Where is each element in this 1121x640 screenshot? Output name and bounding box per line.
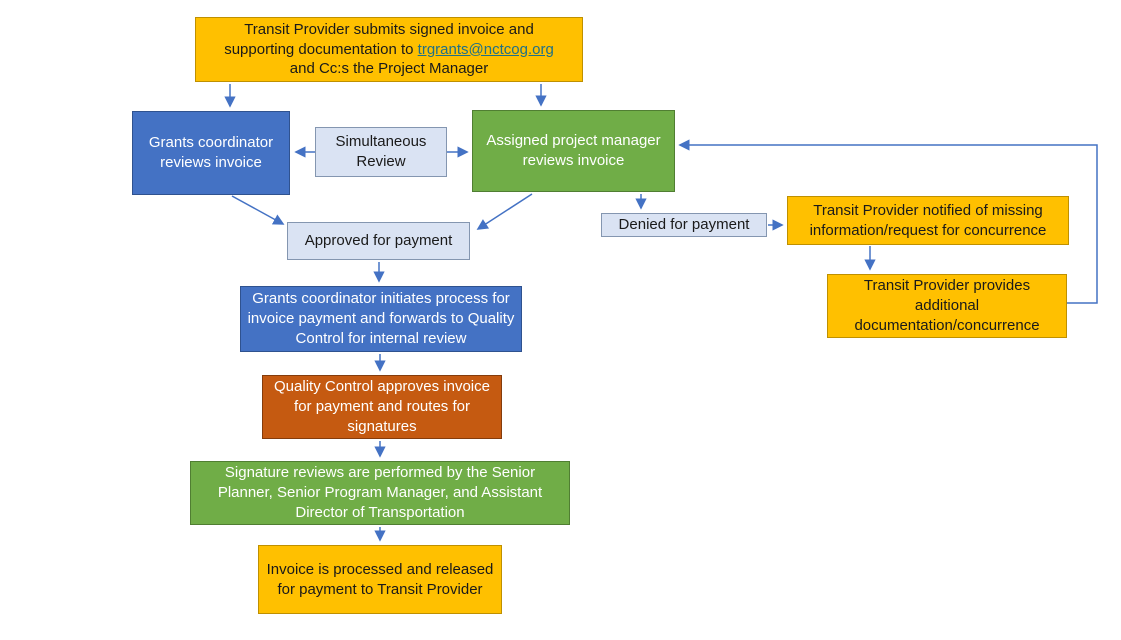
denied-label: Denied for payment bbox=[618, 216, 750, 234]
email-link[interactable]: trgrants@nctcog.org bbox=[417, 40, 554, 58]
grants-review-label: Grants coordinator reviews invoice bbox=[148, 134, 274, 171]
arrow-grants-review-to-approved bbox=[232, 196, 283, 224]
node-provider-notified bbox=[787, 196, 1069, 245]
node-grants-coordinator-reviews bbox=[132, 111, 290, 195]
node-approved-for-payment bbox=[287, 222, 470, 260]
signatures-label: Signature reviews are performed by the Senior Planner, Senior Program Manager, and Assistant Director of Transportation bbox=[217, 464, 543, 521]
node-signature-reviews bbox=[190, 461, 570, 525]
notified-label: Transit Provider notified of missing information/request for concurrence bbox=[809, 201, 1047, 239]
provides-label: Transit Provider provides additional documentation/concurrence bbox=[854, 277, 1040, 334]
arrow-pm-review-to-approved bbox=[478, 194, 532, 229]
node-provider-provides-docs bbox=[827, 274, 1067, 338]
pm-review-label: Assigned project manager reviews invoice bbox=[486, 132, 661, 169]
simultaneous-review-label: Simultaneous Review bbox=[335, 133, 427, 170]
submit-line2-prefix: supporting documentation to bbox=[224, 40, 418, 58]
approved-label: Approved for payment bbox=[304, 232, 453, 250]
node-simultaneous-review bbox=[315, 127, 447, 177]
node-quality-control-approves bbox=[262, 375, 502, 439]
submit-line3: and Cc:s the Project Manager bbox=[289, 60, 489, 78]
node-coordinator-initiates-payment bbox=[240, 286, 522, 352]
node-denied-for-payment bbox=[601, 213, 767, 237]
submit-line1: Transit Provider submits signed invoice and bbox=[244, 20, 534, 38]
node-invoice-processed bbox=[258, 545, 502, 614]
submit-line2 bbox=[224, 40, 554, 60]
node-project-manager-reviews bbox=[472, 110, 675, 192]
qc-label: Quality Control approves invoice for payment and routes for signatures bbox=[274, 378, 490, 435]
processed-label: Invoice is processed and released for payment to Transit Provider bbox=[266, 560, 494, 598]
initiates-label: Grants coordinator initiates process for invoice payment and forwards to Quality Control for internal review bbox=[247, 290, 515, 347]
node-submit-invoice bbox=[195, 17, 583, 82]
